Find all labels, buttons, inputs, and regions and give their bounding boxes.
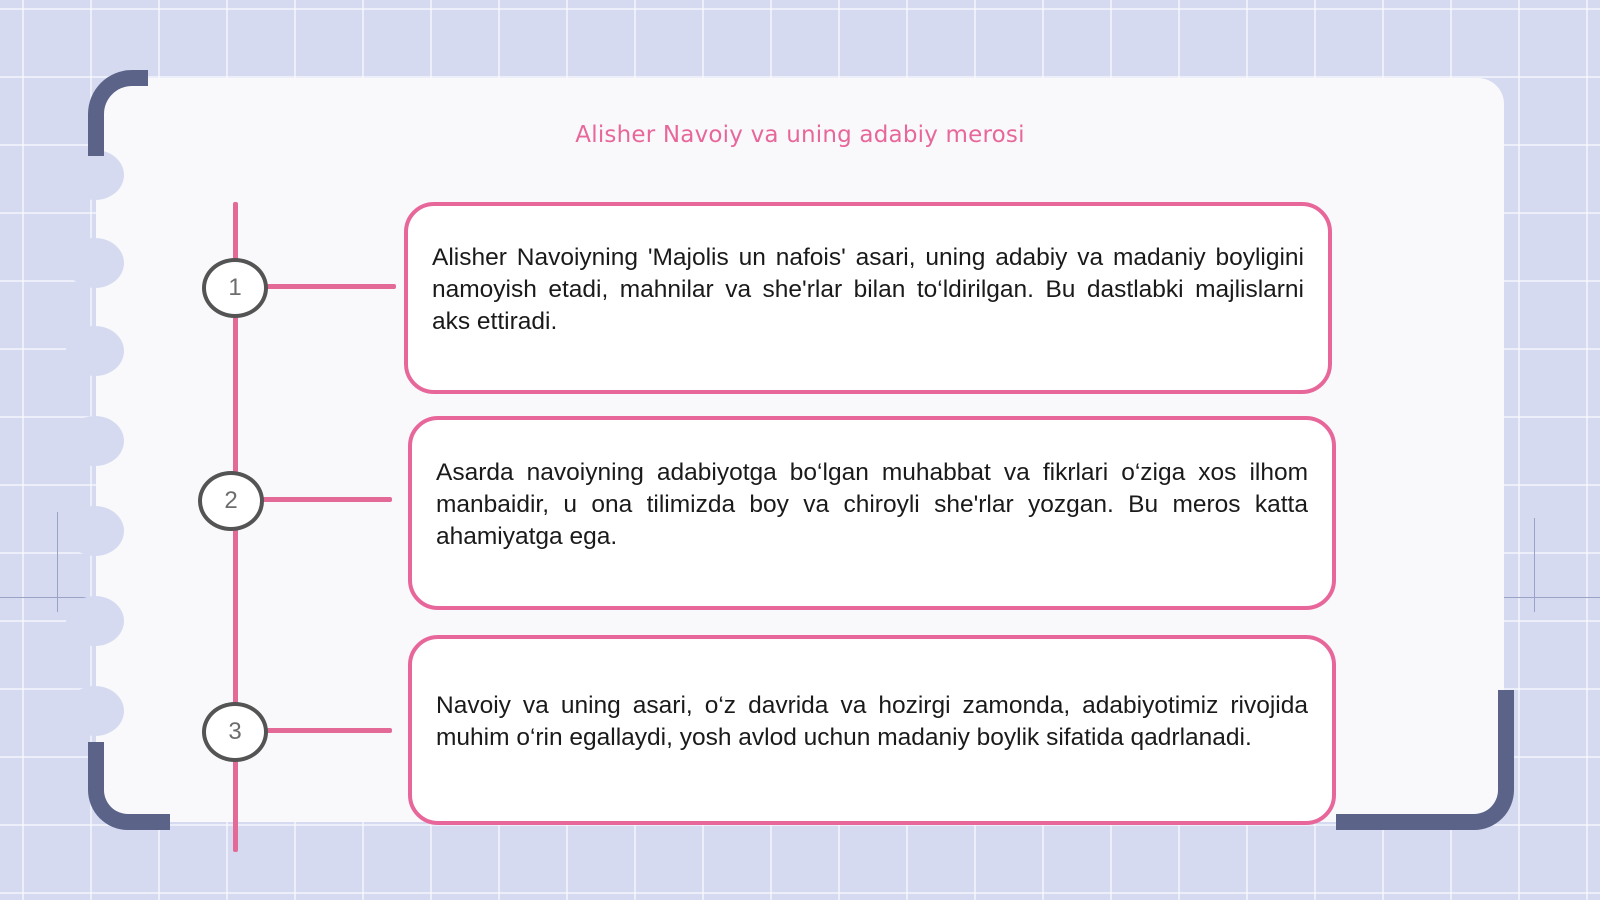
card-notch <box>66 326 124 376</box>
timeline-connector-3 <box>264 728 392 733</box>
slide-title: Alisher Navoiy va uning adabiy merosi <box>575 122 1025 148</box>
card-notch <box>66 686 124 736</box>
step-number-circle-3 <box>202 702 268 762</box>
step-box-2 <box>408 416 1336 610</box>
step-box-3 <box>408 635 1336 825</box>
timeline-connector-1 <box>264 284 396 289</box>
step-box-1 <box>404 202 1332 394</box>
card-notch <box>66 238 124 288</box>
corner-bracket-bottom-right <box>1336 690 1514 830</box>
card-notch <box>66 416 124 466</box>
card-notch <box>66 506 124 556</box>
card-notch <box>66 596 124 646</box>
step-number-circle-2 <box>198 471 264 531</box>
card-notch <box>66 150 124 200</box>
timeline-connector-2 <box>260 497 392 502</box>
step-number-circle-1 <box>202 258 268 318</box>
crosshair-right-horizontal <box>1504 597 1600 598</box>
step-text-1: Alisher Navoiyning 'Majolis un nafois' asari, uning adabiy va madaniy boyligini namoyish etadi, mahnilar va she'rlar bilan to‘ldirilgan. Bu dastlabki majlislarni aks ettiradi. <box>432 244 1304 335</box>
corner-bracket-bottom-left <box>88 742 170 830</box>
step-text-2: Asarda navoiyning adabiyotga bo‘lgan muhabbat va fikrlari o‘ziga xos ilhom manbaidir, u ona tilimizda boy va chiroyli she'rlar yozgan. Bu meros katta ahamiyatga ega. <box>436 459 1308 550</box>
step-number-3: 3 <box>228 718 242 745</box>
step-number-1: 1 <box>228 274 242 301</box>
step-text-3: Navoiy va uning asari, o‘z davrida va hozirgi zamonda, adabiyotimiz rivojida muhim o‘rin egallaydi, yosh avlod uchun madaniy boylik sifatida qadrlanadi. <box>436 692 1308 751</box>
step-number-2: 2 <box>224 487 238 514</box>
